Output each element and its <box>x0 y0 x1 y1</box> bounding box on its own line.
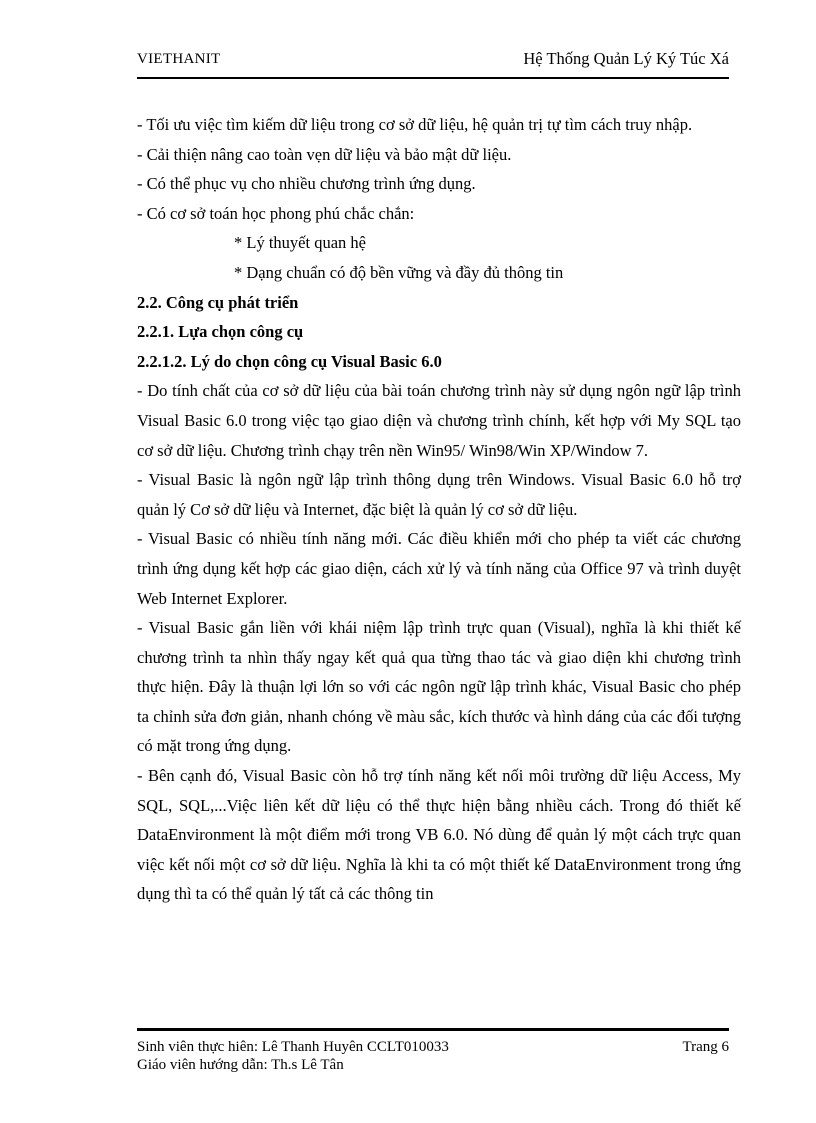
page-header <box>137 47 729 73</box>
bullet-item: - Có thể phục vụ cho nhiều chương trình ứng dụng. <box>137 174 476 194</box>
footer-student: Sinh viên thực hiên: Lê Thanh Huyên CCLT010033 <box>137 1039 449 1055</box>
sub-bullet-item: * Lý thuyết quan hệ <box>234 233 366 253</box>
body-paragraph: - Visual Basic có nhiều tính năng mới. Các điều khiển mới cho phép ta viết các chương trình ứng dụng kết hợp các giao diện, cách xử lý và tính năng của Office 97 và trình duyệt Web Internet Explorer. <box>137 529 741 608</box>
bullet-item: - Tối ưu việc tìm kiếm dữ liệu trong cơ sở dữ liệu, hệ quản trị tự tìm cách truy nhập. <box>137 115 693 134</box>
body-paragraph: - Visual Basic gắn liền với khái niệm lập trình trực quan (Visual), nghĩa là khi thiết kế chương trình ta nhìn thấy ngay kết quả qua từng thao tác và giao diện khi chương trình thực hiện. Đây là thuận lợi lớn so với các ngôn ngữ lập trình khác, Visual Basic cho phép ta chỉnh sửa đơn giản, nhanh chóng về màu sắc, kích thước và hình dáng của các đối tượng có mặt trong ứng dụng. <box>137 618 741 756</box>
page-body <box>137 110 741 909</box>
header-organization: VIETHANIT <box>137 51 221 67</box>
header-document-title: Hệ Thống Quản Lý Ký Túc Xá <box>523 49 729 68</box>
body-paragraph: - Bên cạnh đó, Visual Basic còn hỗ trợ tính năng kết nối môi trường dữ liệu Access, My SQL, SQL,...Việc liên kết dữ liệu có thể thực hiện bằng nhiều cách. Trong đó thiết kế DataEnvironment là một điểm mới trong VB 6.0. Nó dùng để quản lý một cách trực quan việc kết nối một cơ sở dữ liệu. Nghĩa là khi ta có một thiết kế DataEnvironment trong ứng dụng thì ta có thể quản lý tất cả các thông tin <box>137 766 741 904</box>
section-heading: 2.2. Công cụ phát triển <box>137 292 299 312</box>
subsection-heading: 2.2.1. Lựa chọn công cụ <box>137 322 304 342</box>
page-number: Trang 6 <box>682 1039 729 1055</box>
body-paragraph: - Visual Basic là ngôn ngữ lập trình thông dụng trên Windows. Visual Basic 6.0 hỗ trợ quản lý Cơ sở dữ liệu và Internet, đặc biệt là quản lý cơ sở dữ liệu. <box>137 470 741 519</box>
footer-divider <box>137 1028 729 1031</box>
sub-bullet-item: * Dạng chuẩn có độ bền vững và đầy đủ thông tin <box>234 262 564 282</box>
subsubsection-heading: 2.2.1.2. Lý do chọn công cụ Visual Basic 6.0 <box>137 351 442 371</box>
footer-advisor: Giáo viên hướng dẫn: Th.s Lê Tân <box>137 1057 344 1073</box>
bullet-item: - Có cơ sở toán học phong phú chắc chắn: <box>137 203 415 223</box>
body-paragraph: - Do tính chất của cơ sở dữ liệu của bài toán chương trình này sử dụng ngôn ngữ lập trình Visual Basic 6.0 trong việc tạo giao diện và chương trình chính, kết hợp với My SQL tạo cơ sở dữ liệu. Chương trình chạy trên nền Win95/ Win98/Win XP/Window 7. <box>137 381 741 460</box>
bullet-item: - Cải thiện nâng cao toàn vẹn dữ liệu và bảo mật dữ liệu. <box>137 144 512 164</box>
header-divider <box>137 77 729 79</box>
page-footer <box>137 1038 729 1074</box>
